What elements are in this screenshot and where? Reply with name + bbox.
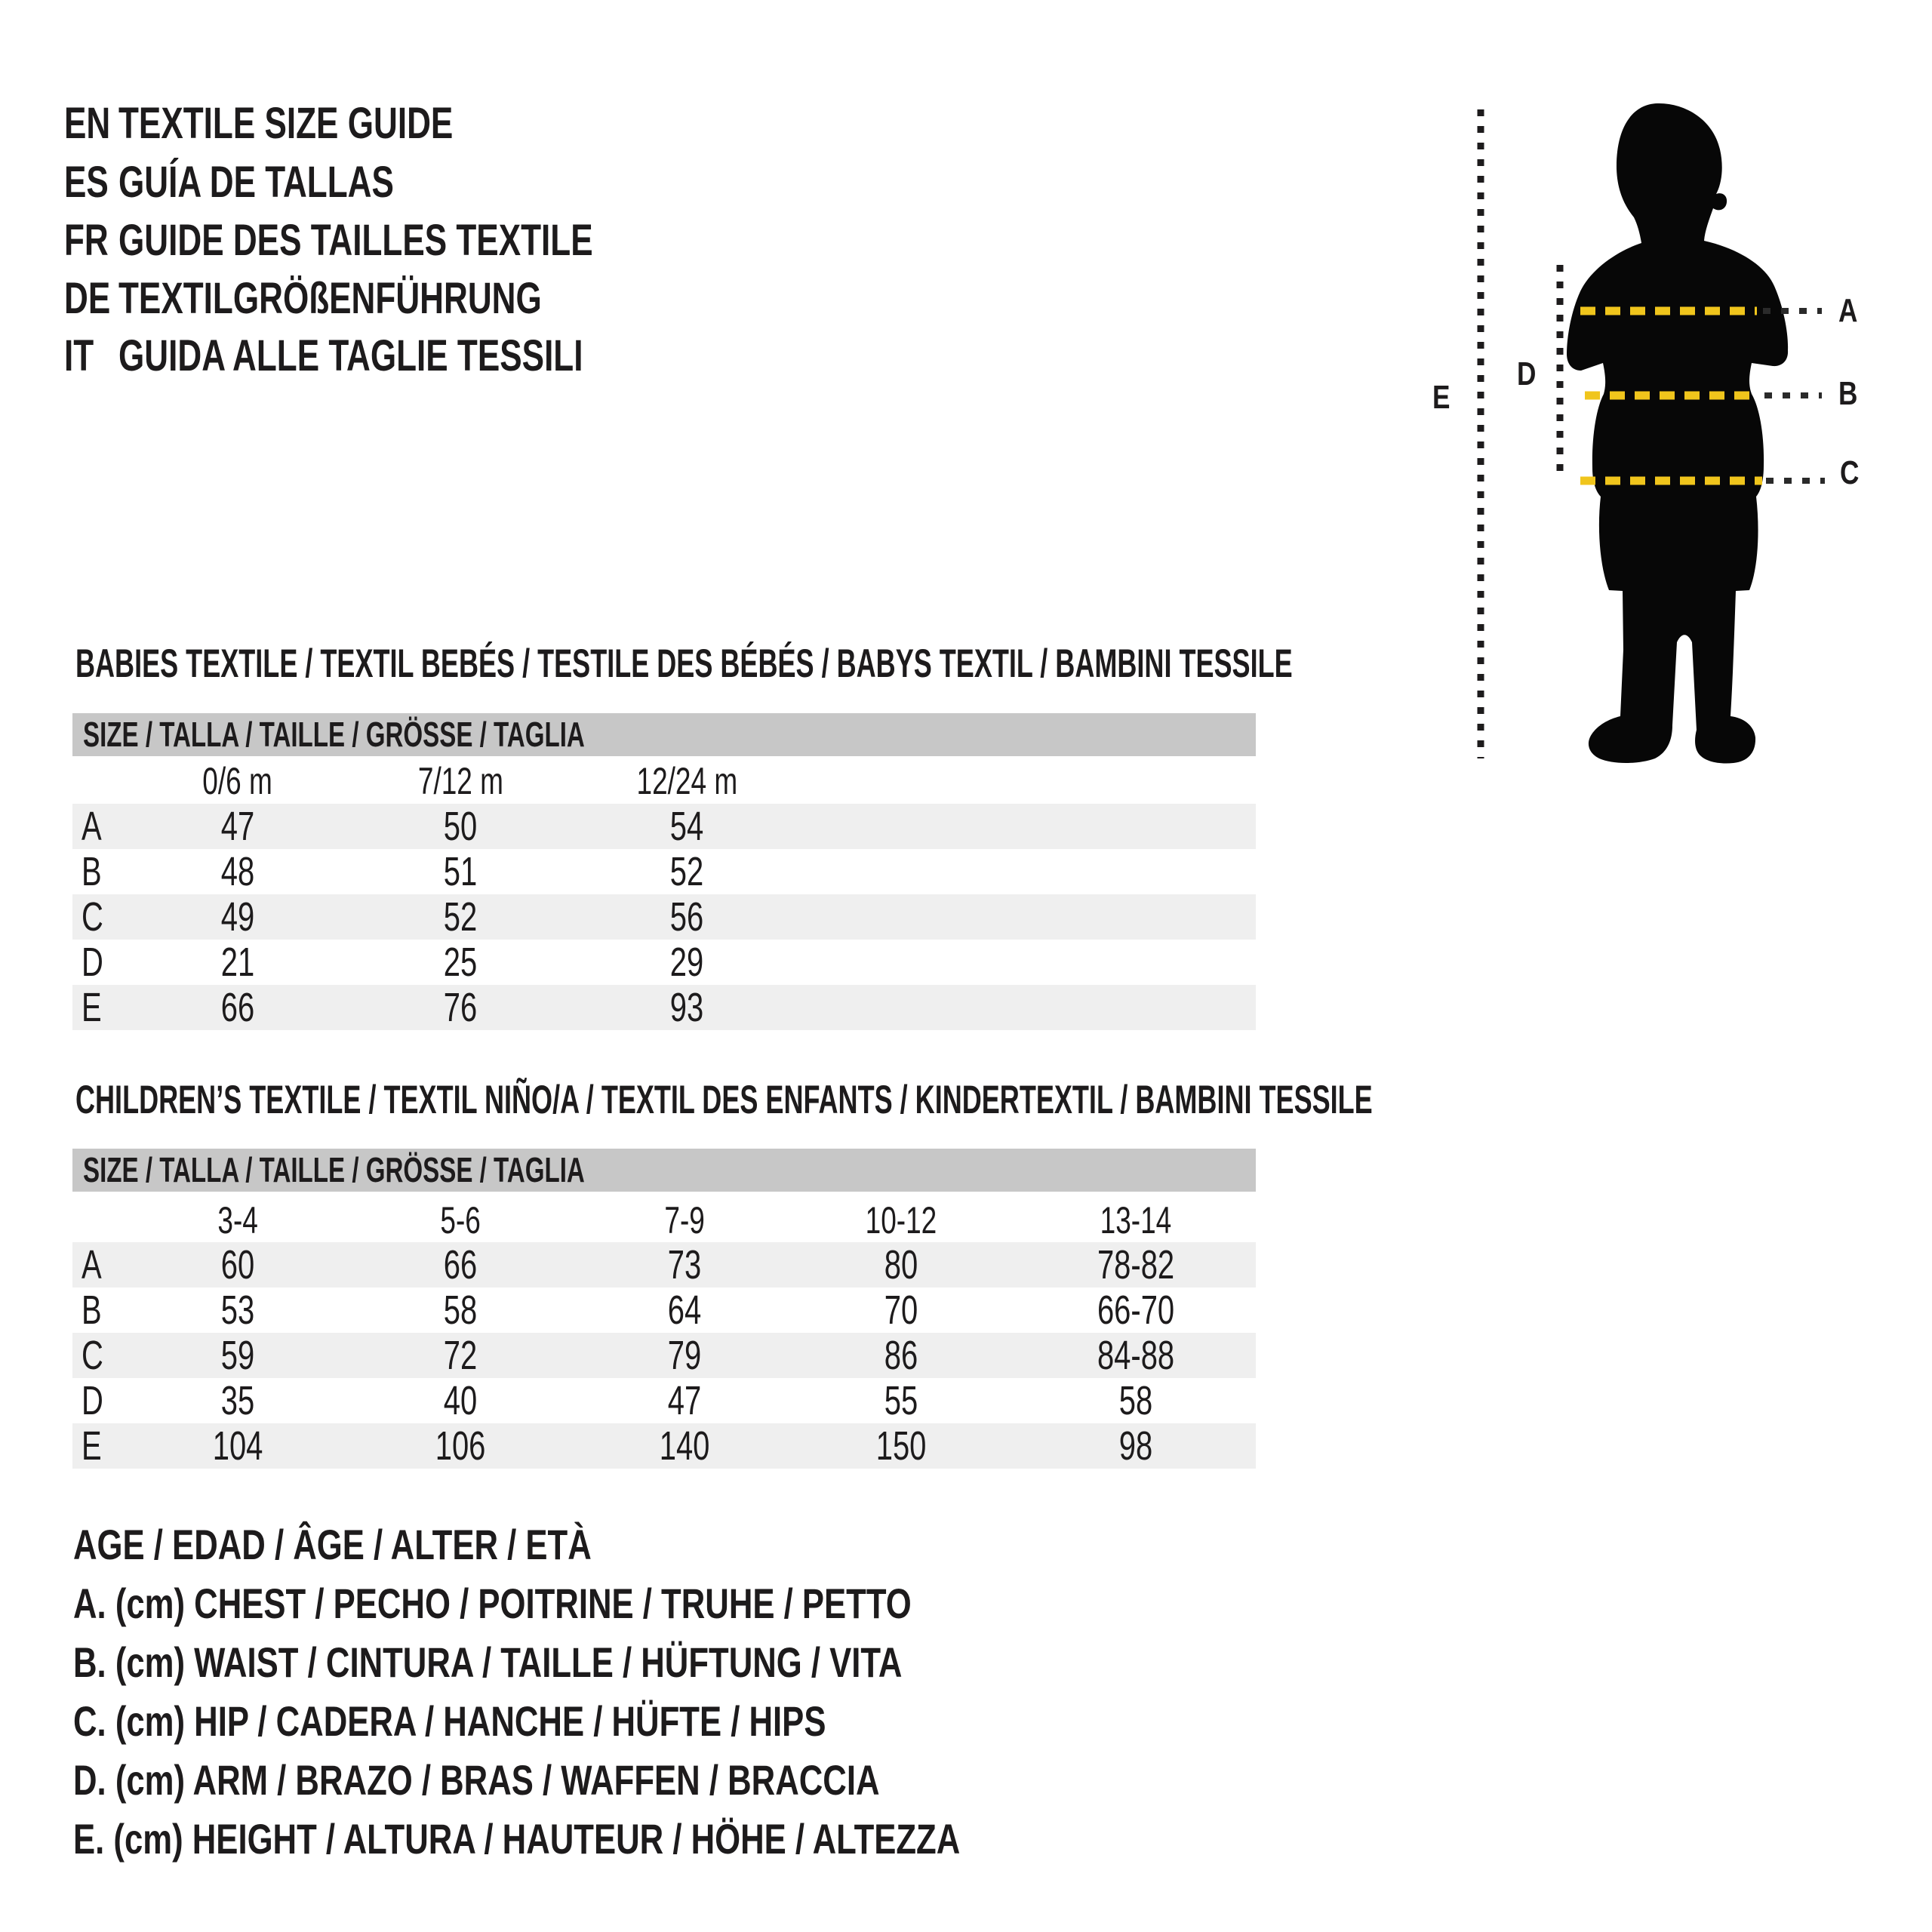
column-header: 7-9 [664, 1199, 705, 1241]
row-label: D [82, 940, 103, 985]
cell-value: 76 [443, 985, 478, 1030]
cell-value: 56 [669, 894, 704, 940]
cell-value: 72 [443, 1333, 478, 1378]
language-code: IT [64, 331, 94, 380]
cell-value: 54 [669, 804, 704, 849]
row-label: E [82, 985, 102, 1030]
language-title: GUÍA DE TALLAS [118, 158, 394, 207]
cell-value: 140 [659, 1423, 710, 1469]
cell-value: 51 [443, 849, 478, 894]
diagram-label-waist: B [1838, 375, 1858, 412]
cell-value: 66-70 [1097, 1287, 1175, 1333]
cell-value: 84-88 [1097, 1333, 1175, 1378]
cell-value: 93 [669, 985, 704, 1030]
cell-value: 79 [667, 1333, 702, 1378]
diagram-label-arm: D [1517, 355, 1537, 392]
legend-age-line: AGE / EDAD / ÂGE / ALTER / ETÀ [73, 1521, 592, 1568]
cell-value: 98 [1118, 1423, 1153, 1469]
cell-value: 66 [220, 985, 255, 1030]
cell-value: 60 [220, 1242, 255, 1287]
column-header: 3-4 [217, 1199, 258, 1241]
diagram-label-hip: C [1840, 454, 1860, 491]
cell-value: 52 [669, 849, 704, 894]
legend-hip-line: C. (cm) HIP / CADERA / HANCHE / HÜFTE / HIPS [73, 1697, 826, 1745]
cell-value: 49 [220, 894, 255, 940]
legend-chest-line: A. (cm) CHEST / PECHO / POITRINE / TRUHE / PETTO [73, 1580, 912, 1627]
legend-arm-line: D. (cm) ARM / BRAZO / BRAS / WAFFEN / BRACCIA [73, 1756, 880, 1804]
babies-section-heading: BABIES TEXTILE / TEXTIL BEBÉS / TESTILE DES BÉBÉS / BABYS TEXTIL / BAMBINI TESSILE [75, 641, 1293, 686]
children-size-header-text: SIZE / TALLA / TAILLE / GRÖSSE / TAGLIA [83, 1150, 585, 1189]
column-header: 7/12 m [417, 760, 503, 802]
cell-value: 35 [220, 1378, 255, 1423]
children-size-header-bar [72, 1149, 1256, 1192]
language-code: DE [64, 274, 111, 323]
cell-value: 40 [443, 1378, 478, 1423]
language-title: GUIDA ALLE TAGLIE TESSILI [118, 331, 583, 380]
cell-value: 55 [884, 1378, 918, 1423]
language-code: FR [64, 216, 109, 265]
cell-value: 48 [220, 849, 255, 894]
row-label: A [82, 804, 102, 849]
column-header: 0/6 m [202, 760, 273, 802]
children-section-heading: CHILDREN’S TEXTILE / TEXTIL NIÑO/A / TEXTIL DES ENFANTS / KINDERTEXTIL / BAMBINI TESSILE [75, 1078, 1373, 1122]
column-header: 12/24 m [636, 760, 737, 802]
cell-value: 70 [884, 1287, 918, 1333]
row-label: C [82, 1333, 103, 1378]
row-label: E [82, 1423, 102, 1469]
cell-value: 66 [443, 1242, 478, 1287]
cell-value: 64 [667, 1287, 702, 1333]
cell-value: 58 [443, 1287, 478, 1333]
cell-value: 73 [667, 1242, 702, 1287]
cell-value: 58 [1118, 1378, 1153, 1423]
cell-value: 150 [875, 1423, 927, 1469]
cell-value: 106 [435, 1423, 486, 1469]
language-title: TEXTILGRÖßENFÜHRUNG [118, 274, 542, 323]
cell-value: 29 [669, 940, 704, 985]
row-label: A [82, 1242, 102, 1287]
babies-size-header-bar [72, 713, 1256, 756]
cell-value: 104 [212, 1423, 263, 1469]
legend-waist-line: B. (cm) WAIST / CINTURA / TAILLE / HÜFTUNG / VITA [73, 1638, 903, 1686]
column-header: 10-12 [865, 1199, 937, 1241]
cell-value: 59 [220, 1333, 255, 1378]
row-label: B [82, 1287, 102, 1333]
cell-value: 52 [443, 894, 478, 940]
babies-size-header-text: SIZE / TALLA / TAILLE / GRÖSSE / TAGLIA [83, 715, 585, 754]
language-code: ES [64, 158, 109, 207]
cell-value: 21 [220, 940, 255, 985]
row-label: C [82, 894, 103, 940]
legend-height-line: E. (cm) HEIGHT / ALTURA / HAUTEUR / HÖHE / ALTEZZA [73, 1815, 961, 1863]
cell-value: 25 [443, 940, 478, 985]
cell-value: 47 [220, 804, 255, 849]
row-label: B [82, 849, 102, 894]
cell-value: 80 [884, 1242, 918, 1287]
diagram-label-chest: A [1838, 292, 1858, 329]
language-title: TEXTILE SIZE GUIDE [118, 99, 454, 148]
language-code: EN [64, 99, 111, 148]
column-header: 5-6 [440, 1199, 481, 1241]
row-label: D [82, 1378, 103, 1423]
cell-value: 47 [667, 1378, 702, 1423]
diagram-label-height: E [1432, 379, 1451, 416]
cell-value: 53 [220, 1287, 255, 1333]
column-header: 13-14 [1100, 1199, 1172, 1241]
cell-value: 86 [884, 1333, 918, 1378]
language-title: GUIDE DES TAILLES TEXTILE [118, 216, 593, 265]
cell-value: 50 [443, 804, 478, 849]
cell-value: 78-82 [1097, 1242, 1175, 1287]
